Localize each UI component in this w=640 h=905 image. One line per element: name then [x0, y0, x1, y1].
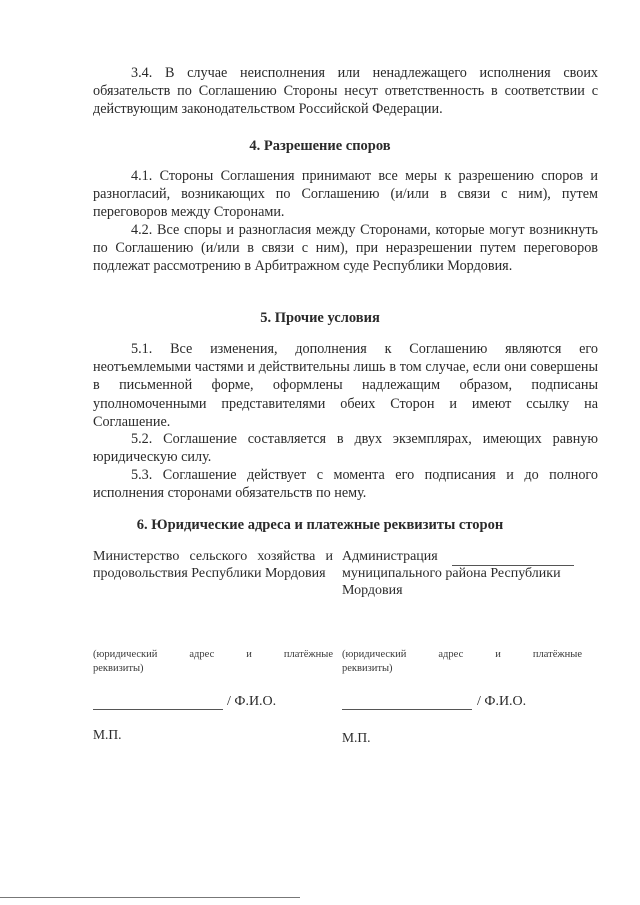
party-right-name-blank-line [452, 565, 574, 566]
party-right-name-line3: Мордовия [342, 583, 403, 598]
party-right-signature-line [342, 709, 472, 710]
clause-3-4: 3.4. В случае неисполнения или ненадлежащего исполнения своих обязательств по Соглашению Стороны несут ответственность в соответствии с действующим законодательством Российской Федерации. [93, 65, 598, 118]
clause-5-2: 5.2. Соглашение составляется в двух экземплярах, имеющих равную юридическую силу. [93, 431, 598, 466]
section-4-heading: 4. Разрешение споров [249, 138, 391, 154]
party-right-name-line2: муниципального района Республики [342, 566, 561, 581]
party-left-name: Министерство сельского хозяйства и продовольствия Республики Мордовия [93, 549, 333, 581]
party-right-name-line1 [342, 548, 587, 565]
party-left-requisites [93, 648, 333, 676]
footer-rule [0, 897, 300, 898]
party-right [342, 548, 587, 599]
party-right-signature-label: / Ф.И.О. [477, 694, 527, 709]
party-left-requisites-line2: реквизиты) [93, 663, 144, 674]
party-left-seal: М.П. [93, 727, 122, 742]
clause-4-2: 4.2. Все споры и разногласия между Сторонами, которые могут возникнуть по Соглашению (и/или в связи с ним), при неразрешении путем переговоров подлежат рассмотрению в Арбитражном суде Республики Мордовия. [93, 222, 598, 275]
party-left-signature-label: / Ф.И.О. [227, 694, 277, 709]
party-right-name-first: Администрация [342, 549, 438, 564]
section-5-heading: 5. Прочие условия [260, 310, 380, 326]
party-right-requisites-line1: (юридический адрес и платёжные [342, 649, 582, 660]
clause-5-1: 5.1. Все изменения, дополнения к Соглашению являются его неотъемлемыми частями и действительны лишь в том случае, если они совершены в письменной форме, оформлены надлежащим образом, подписаны уполномоченными представителями обеих Сторон и имеют ссылку на Соглашение. [93, 341, 598, 430]
section-6-heading: 6. Юридические адреса и платежные реквизиты сторон [136, 517, 504, 533]
clause-5-3: 5.3. Соглашение действует с момента его подписания и до полного исполнения сторонами обязательств по нему. [93, 467, 598, 502]
party-right-seal: М.П. [342, 730, 371, 745]
party-left-requisites-line1: (юридический адрес и платёжные [93, 649, 333, 660]
party-left [93, 548, 333, 582]
party-right-requisites-line2: реквизиты) [342, 663, 393, 674]
party-left-signature-line [93, 709, 223, 710]
clause-4-1: 4.1. Стороны Соглашения принимают все меры к разрешению споров и разногласий, возникающих по Соглашению (и/или в связи с ним), путем переговоров между Сторонами. [93, 168, 598, 221]
party-right-requisites [342, 648, 582, 676]
